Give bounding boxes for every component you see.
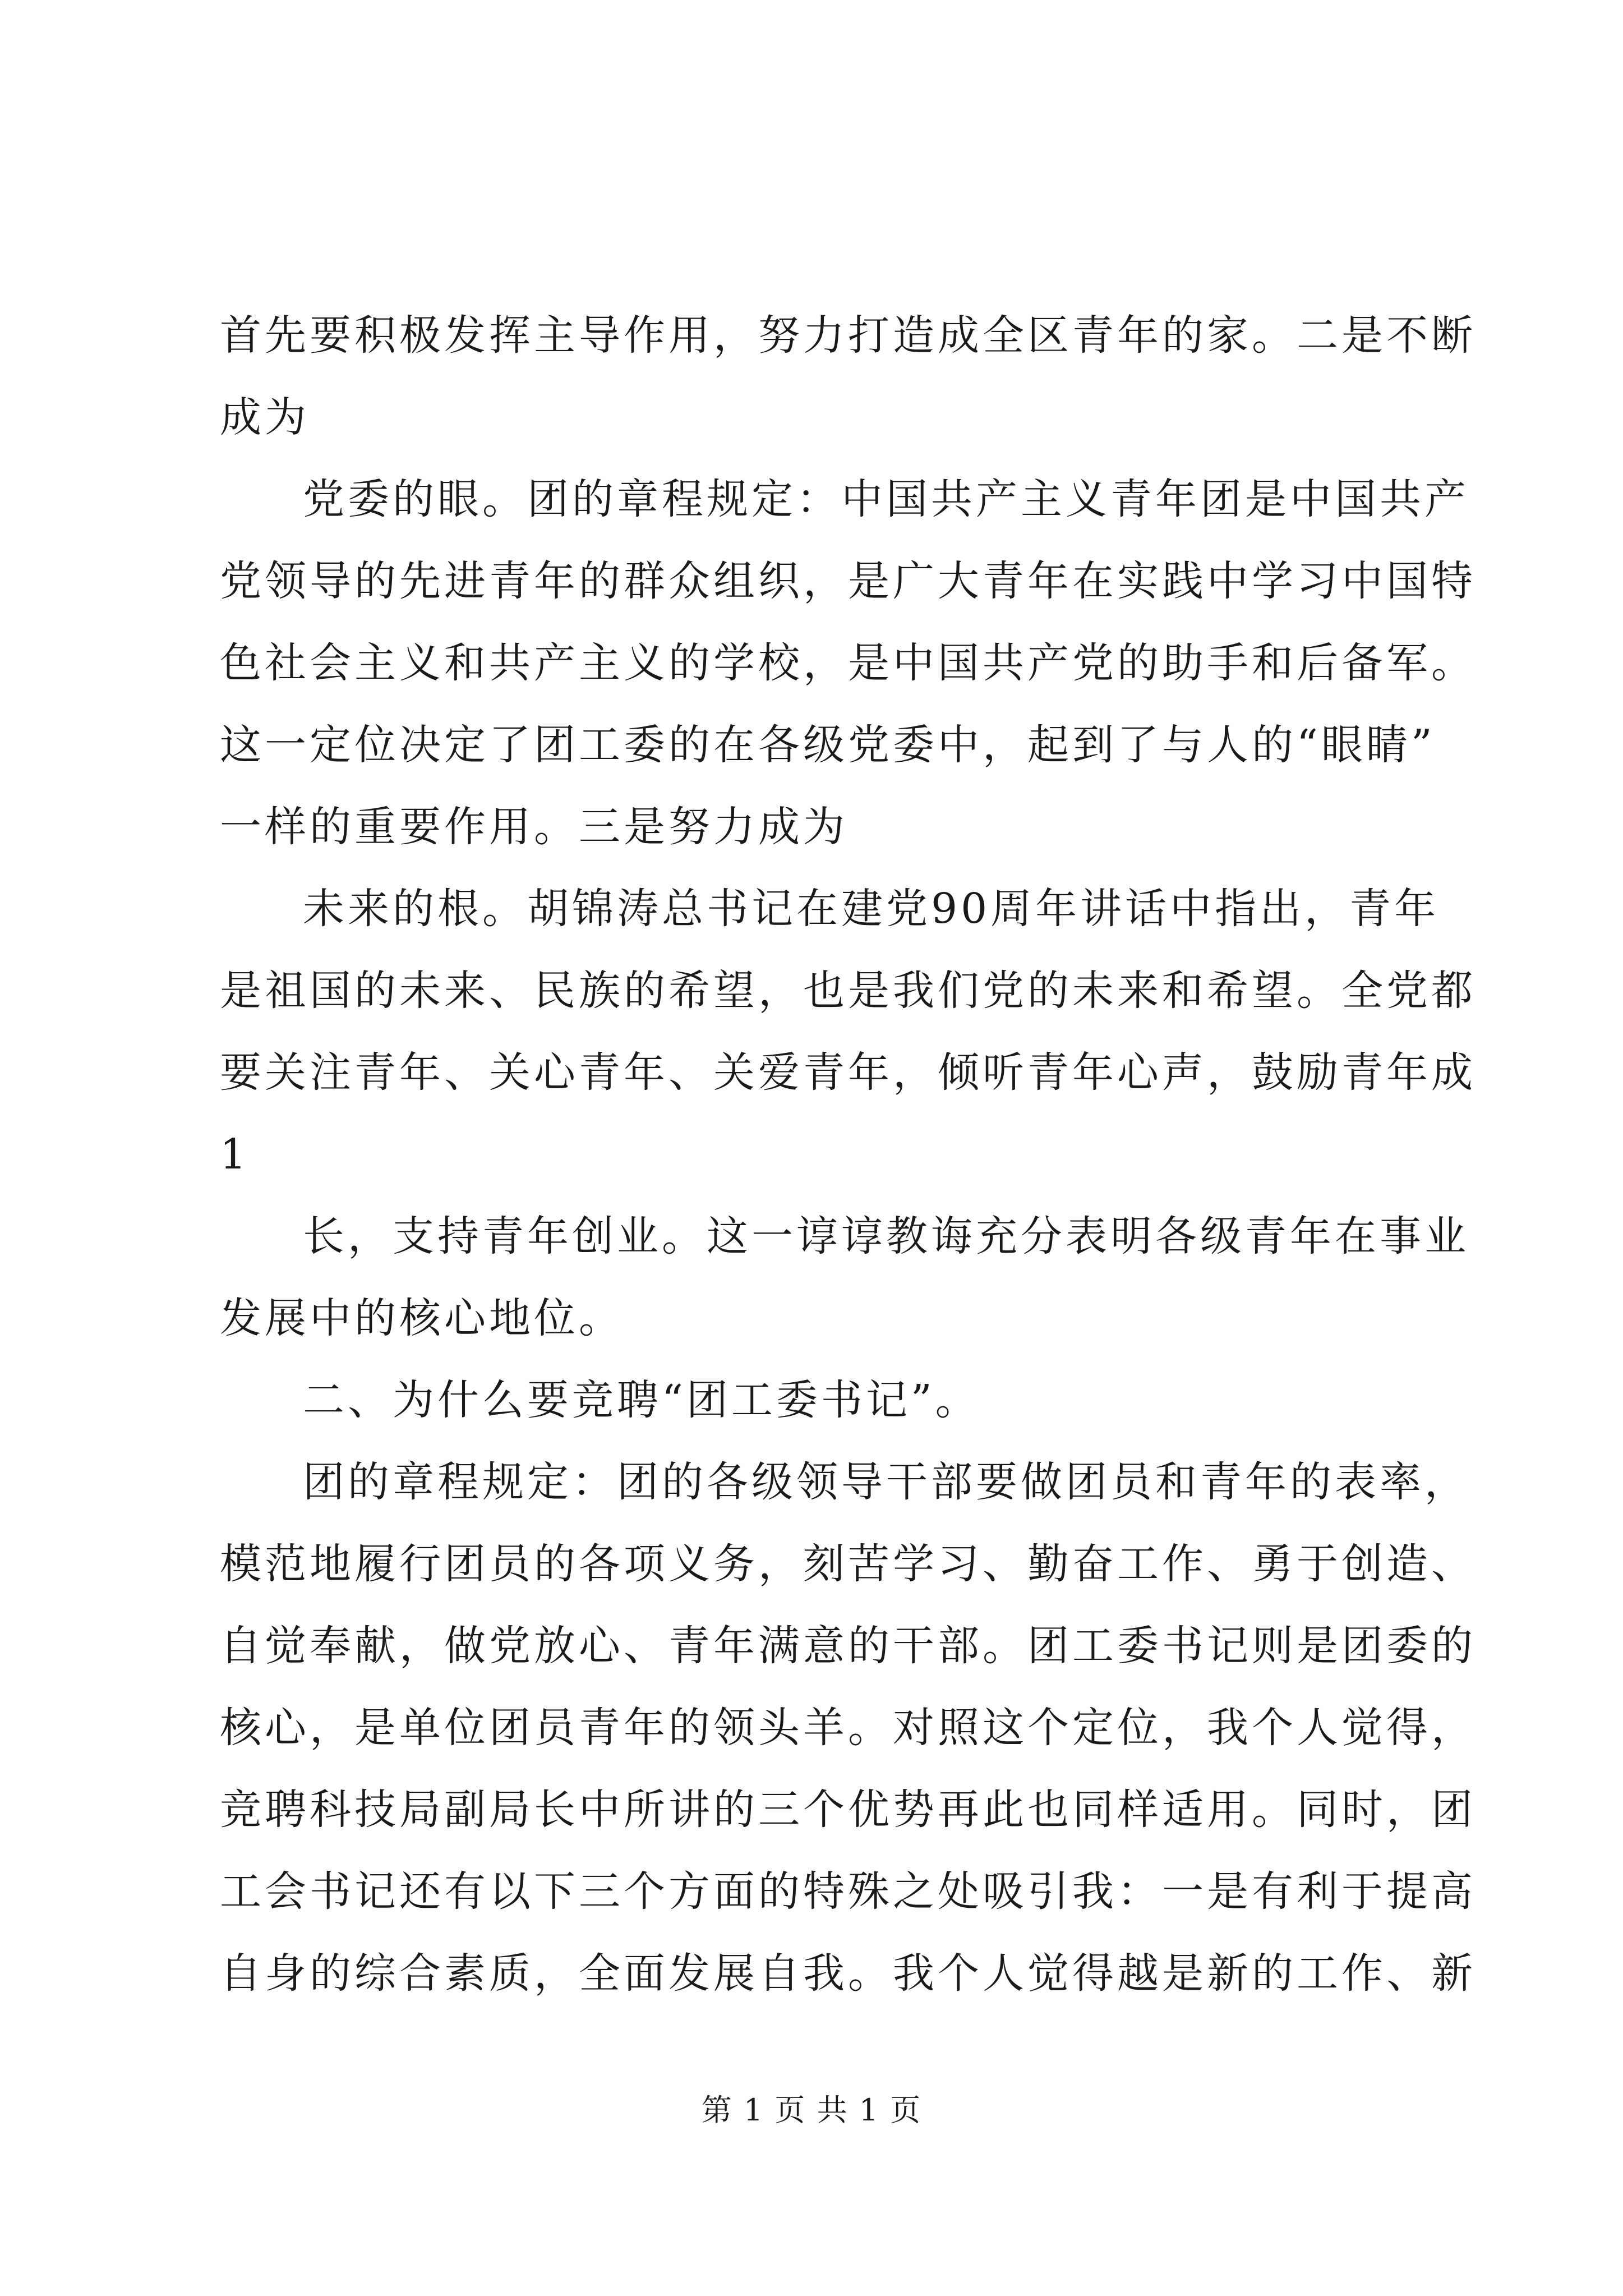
text-line: 核心，是单位团员青年的领头羊。对照这个定位，我个人觉得，	[220, 1704, 1476, 1752]
text-line: 工会书记还有以下三个方面的特殊之处吸引我：一是有利于提高	[220, 1867, 1476, 1916]
text-line: 首先要积极发挥主导作用，努力打造成全区青年的家。二是不断	[220, 311, 1476, 360]
text-line: 要关注青年、关心青年、关爱青年，倾听青年心声，鼓励青年成	[220, 1048, 1476, 1097]
text-line: 色社会主义和共产主义的学校，是中国共产党的助手和后备军。	[220, 639, 1476, 687]
text-line: 是祖国的未来、民族的希望，也是我们党的未来和希望。全党都	[220, 967, 1476, 1015]
text-line: 自觉奉献，做党放心、青年满意的干部。团工委书记则是团委的	[220, 1622, 1476, 1670]
text-line: 党委的眼。团的章程规定：中国共产主义青年团是中国共产	[303, 475, 1469, 523]
page-footer: 第 1 页 共 1 页	[701, 2092, 922, 2128]
section-heading: 二、为什么要竞聘“团工委书记”。	[303, 1376, 980, 1424]
text-line: 这一定位决定了团工委的在各级党委中，起到了与人的“眼睛”	[220, 721, 1436, 769]
text-line: 一样的重要作用。三是努力成为	[220, 803, 848, 851]
text-line: 模范地履行团员的各项义务，刻苦学习、勤奋工作、勇于创造、	[220, 1540, 1476, 1588]
text-line: 竞聘科技局副局长中所讲的三个优势再此也同样适用。同时，团	[220, 1786, 1476, 1834]
text-line: 党领导的先进青年的群众组织，是广大青年在实践中学习中国特	[220, 557, 1476, 605]
text-line: 自身的综合素质，全面发展自我。我个人觉得越是新的工作、新	[220, 1949, 1476, 1998]
document-body	[220, 295, 1476, 2014]
text-line: 发展中的核心地位。	[220, 1294, 624, 1342]
text-line: 团的章程规定：团的各级领导干部要做团员和青年的表率，	[303, 1458, 1469, 1506]
text-line: 成为	[220, 393, 310, 441]
text-line: 长，支持青年创业。这一谆谆教诲充分表明各级青年在事业	[303, 1212, 1469, 1260]
page-number-marker: 1	[220, 1130, 250, 1179]
text-line: 未来的根。胡锦涛总书记在建党90周年讲话中指出，青年	[303, 885, 1440, 933]
